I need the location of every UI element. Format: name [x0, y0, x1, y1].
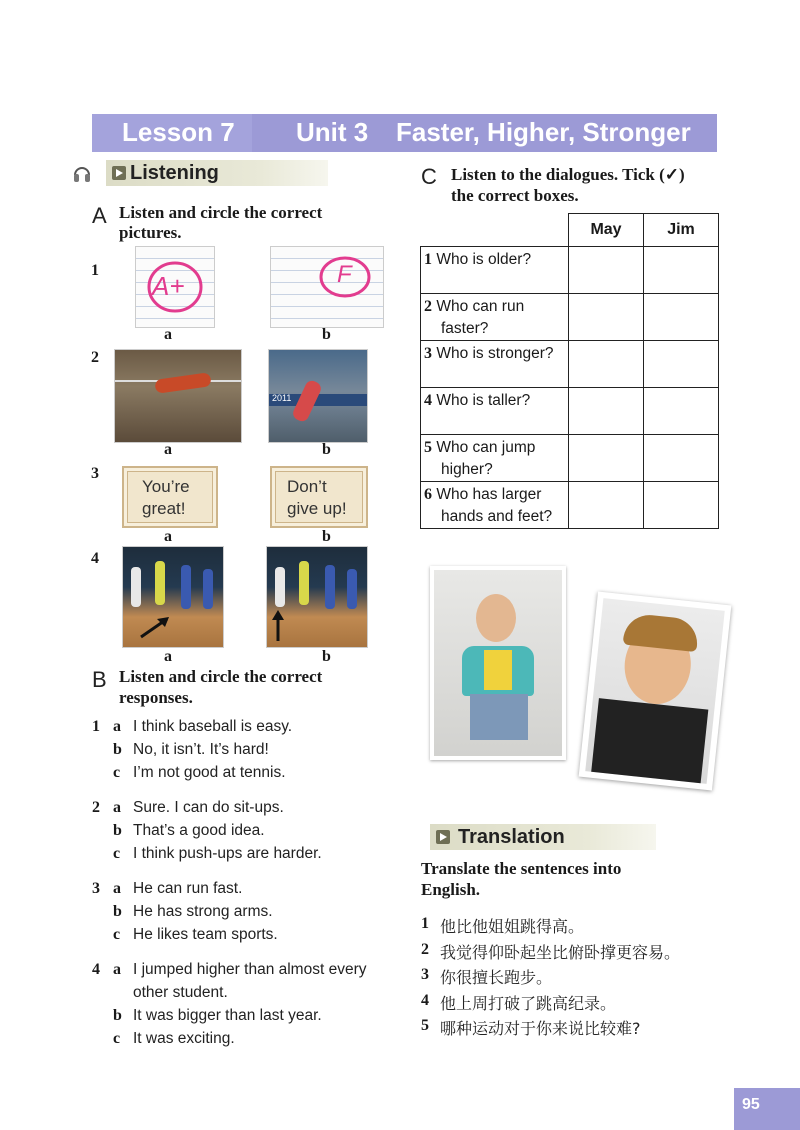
item-4-a-label: a	[164, 648, 172, 665]
row-question-line-2: higher?	[441, 461, 493, 478]
grade-f: F	[337, 261, 352, 288]
table-header-blank	[421, 214, 569, 247]
section-c-letter: C	[421, 164, 437, 189]
row-question: Who has larger	[436, 486, 542, 503]
response-option[interactable]: I jumped higher than almost every	[133, 961, 367, 978]
item-1-a-label: a	[164, 326, 172, 343]
girl-photo[interactable]	[430, 566, 566, 760]
option-letter: b	[113, 1007, 122, 1024]
card-b-line-1: Don’t	[287, 477, 327, 496]
tick-table	[420, 213, 719, 529]
runner-figure	[347, 569, 357, 609]
option-letter: a	[113, 961, 121, 978]
high-jump-a-image[interactable]	[114, 349, 242, 443]
item-4-b-label: b	[322, 648, 331, 665]
table-row	[421, 435, 719, 482]
boy-photo-bg	[585, 598, 725, 784]
item-2-b-label: b	[322, 441, 331, 458]
tick-box-may-5[interactable]	[569, 435, 644, 482]
table-row	[421, 294, 719, 341]
headphones-icon	[73, 163, 91, 183]
row-number: 1	[424, 251, 432, 268]
play-icon	[112, 166, 126, 180]
grade-paper-a-image[interactable]	[135, 246, 215, 328]
row-question: Who is stronger?	[436, 345, 554, 362]
card-a-line-1: You’re	[142, 477, 190, 496]
row-number: 3	[424, 345, 432, 362]
table-header-row	[421, 214, 719, 247]
runner-figure	[155, 561, 165, 605]
translation-instruction-1: Translate the sentences into	[421, 859, 622, 878]
translation-sentence: 你很擅长跑步。	[440, 968, 553, 987]
option-letter: b	[113, 822, 122, 839]
question-3-number: 3	[92, 880, 100, 897]
option-letter: a	[113, 718, 121, 735]
item-3-number: 3	[91, 465, 99, 482]
tick-box-may-3[interactable]	[569, 341, 644, 388]
item-1-b-label: b	[322, 326, 331, 343]
translation-number: 3	[421, 966, 429, 983]
row-number: 6	[424, 486, 432, 503]
item-3-b-label: b	[322, 528, 331, 545]
translation-number: 2	[421, 941, 429, 958]
high-jump-b-image[interactable]	[268, 349, 368, 443]
runner-figure	[325, 565, 335, 609]
response-option[interactable]: I’m not good at tennis.	[133, 764, 286, 781]
jumper-figure	[154, 372, 211, 394]
section-c-instruction-2: the correct boxes.	[451, 186, 579, 205]
tick-box-jim-1[interactable]	[644, 247, 719, 294]
question-1-number: 1	[92, 718, 100, 735]
response-option[interactable]: No, it isn’t. It’s hard!	[133, 741, 269, 758]
option-letter: a	[113, 799, 121, 816]
tick-box-jim-5[interactable]	[644, 435, 719, 482]
runner-figure	[299, 561, 309, 605]
card-dont-give-up[interactable]	[270, 466, 368, 528]
option-letter: a	[113, 880, 121, 897]
item-2-number: 2	[91, 349, 99, 366]
runner-figure	[275, 567, 285, 607]
response-option-continued[interactable]: other student.	[133, 984, 228, 1001]
shirt-figure	[484, 650, 512, 690]
question-4-number: 4	[92, 961, 100, 978]
row-question: Who can jump	[436, 439, 536, 456]
tick-box-jim-6[interactable]	[644, 482, 719, 529]
translation-instruction-2: English.	[421, 880, 481, 899]
response-option[interactable]: I think baseball is easy.	[133, 718, 293, 735]
row-number: 4	[424, 392, 432, 409]
card-b-line-2: give up!	[287, 499, 347, 518]
card-a-line-2: great!	[142, 499, 186, 518]
page-number: 95	[742, 1096, 760, 1113]
item-4-number: 4	[91, 550, 99, 567]
listening-title: Listening	[130, 162, 219, 184]
race-b-image[interactable]	[266, 546, 368, 648]
section-a-instruction-2: pictures.	[119, 223, 182, 242]
section-b-instruction-2: responses.	[119, 688, 193, 707]
translation-sentence: 他比他姐姐跳得高。	[440, 917, 585, 936]
response-option[interactable]: That’s a good idea.	[133, 822, 265, 839]
item-1-number: 1	[91, 262, 99, 279]
race-a-image[interactable]	[122, 546, 224, 648]
option-letter: c	[113, 1030, 121, 1047]
item-3-a-label: a	[164, 528, 172, 545]
row-question: Who can run	[436, 298, 525, 315]
card-youre-great[interactable]	[122, 466, 218, 528]
row-number: 5	[424, 439, 432, 456]
section-a-letter: A	[92, 203, 107, 228]
unit-title: Faster, Higher, Stronger	[396, 117, 691, 147]
response-option[interactable]: It was exciting.	[133, 1030, 235, 1047]
section-c-instruction-1: Listen to the dialogues. Tick (✓)	[451, 165, 685, 184]
tick-box-may-4[interactable]	[569, 388, 644, 435]
shorts-figure	[470, 694, 528, 740]
row-question: Who is taller?	[436, 392, 531, 409]
section-a-instruction-1: Listen and circle the correct	[119, 203, 323, 222]
option-letter: c	[113, 845, 121, 862]
option-letter: b	[113, 741, 122, 758]
response-option[interactable]: He can run fast.	[133, 880, 243, 897]
unit-label: Unit 3	[296, 117, 369, 147]
row-question-line-2: faster?	[441, 320, 489, 337]
translation-number: 4	[421, 992, 429, 1009]
face-figure	[476, 594, 516, 642]
boy-photo[interactable]	[579, 592, 732, 791]
response-option[interactable]: He has strong arms.	[133, 903, 273, 920]
grade-a-plus: A+	[152, 271, 185, 301]
tick-box-may-6[interactable]	[569, 482, 644, 529]
tick-box-jim-4[interactable]	[644, 388, 719, 435]
runner-figure	[203, 569, 213, 609]
response-option[interactable]: He likes team sports.	[133, 926, 278, 943]
translation-sentence: 我觉得仰卧起坐比俯卧撑更容易。	[440, 943, 681, 962]
table-row	[421, 341, 719, 388]
tick-box-jim-3[interactable]	[644, 341, 719, 388]
option-letter: c	[113, 926, 121, 943]
tick-box-may-1[interactable]	[569, 247, 644, 294]
arrow-up-icon	[271, 609, 285, 643]
section-b-letter: B	[92, 667, 107, 692]
table-row	[421, 482, 719, 529]
arrow-up-right-icon	[137, 613, 173, 641]
row-question: Who is older?	[436, 251, 532, 268]
option-letter: b	[113, 903, 122, 920]
runner-figure	[131, 567, 141, 607]
item-2-a-label: a	[164, 441, 172, 458]
grade-paper-b-image[interactable]	[270, 246, 384, 328]
question-2-number: 2	[92, 799, 100, 816]
play-icon	[436, 830, 450, 844]
translation-number: 5	[421, 1017, 429, 1034]
row-number: 2	[424, 298, 432, 315]
table-row	[421, 247, 719, 294]
translation-title: Translation	[458, 826, 565, 848]
runner-figure	[181, 565, 191, 609]
response-option[interactable]: It was bigger than last year.	[133, 1007, 322, 1024]
option-letter: c	[113, 764, 121, 781]
translation-sentence: 他上周打破了跳高纪录。	[440, 994, 617, 1013]
tick-box-jim-2[interactable]	[644, 294, 719, 341]
translation-sentence: 哪种运动对于你来说比较难?	[440, 1019, 641, 1038]
table-row	[421, 388, 719, 435]
tick-box-may-2[interactable]	[569, 294, 644, 341]
banner-year: 2011	[272, 393, 292, 403]
response-option[interactable]: I think push-ups are harder.	[133, 845, 322, 862]
col-header-jim: Jim	[644, 214, 719, 247]
section-b-instruction-1: Listen and circle the correct	[119, 667, 323, 686]
response-option[interactable]: Sure. I can do sit-ups.	[133, 799, 284, 816]
col-header-may: May	[569, 214, 644, 247]
lesson-label: Lesson 7	[122, 117, 235, 147]
translation-number: 1	[421, 915, 429, 932]
row-question-line-2: hands and feet?	[441, 508, 553, 525]
page-number-tab	[734, 1088, 800, 1130]
shirt-figure	[591, 698, 708, 783]
